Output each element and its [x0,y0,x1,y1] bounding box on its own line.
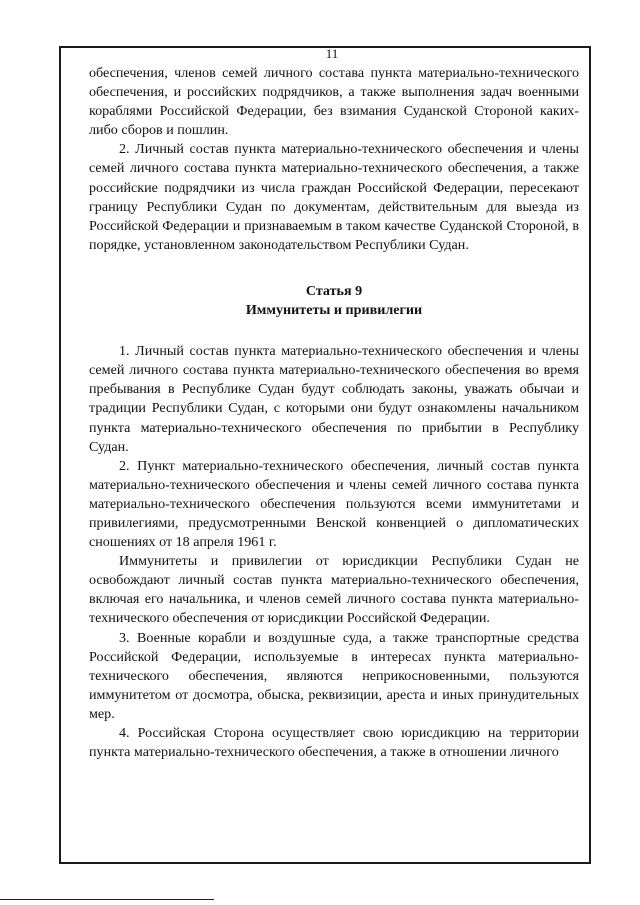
article-title-heading: Иммунитеты и привилегии [245,302,423,319]
document-body [89,64,579,762]
article-number-heading: Статья 9 [305,282,363,299]
paragraph-item-4: 4. Российская Сторона осуществляет свою юрисдикцию на территории пункта материально-технического обеспечения, а также в отношении личного [89,725,579,761]
paragraph-item-1: 1. Личный состав пункта материально-технического обеспечения и члены семей личного состава пункта материально-технического обеспечения во время пребывания в Республике Судан будут соблюдать законы, уважать обычаи и традиции Республики Судан, с которыми они будут ознакомлены начальником пункта материально-технического обеспечения по прибытии в Республику Судан. [89,343,579,455]
paragraph-item-3: 3. Военные корабли и воздушные суда, а также транспортные средства Российской Федерации, используемые в интересах пункта материально-технического обеспечения, являются неприкосновенными, пользуются иммунитетом от досмотра, обыска, реквизиции, ареста и иных принудительных мер. [89,629,579,722]
paragraph-immunities-jurisdiction: Иммунитеты и привилегии от юрисдикции Республики Судан не освобождают личный состав пункта материально-технического обеспечения, включая его начальника, и членов семей личного состава пункта материально-технического обеспечения от юрисдикции Российской Федерации. [89,553,579,627]
paragraph-border-crossing: 2. Личный состав пункта материально-технического обеспечения и члены семей личного состава пункта материально-технического обеспечения, а также российские подрядчики из числа граждан Российской Федерации, пересекают границу Республики Судан по документам, действительным для выезда из Российской Федерации и признаваемым в таком качестве Суданской Стороной, в порядке, установленном законодательством Республики Судан. [89,141,579,253]
paragraph-continuation: обеспечения, членов семей личного состава пункта материально-технического обеспечения, и российских подрядчиков, а также выполнения задач военными кораблями Российской Федерации, без взимания Суданской Стороной каких-либо сборов и пошлин. [89,65,579,139]
paragraph-item-2: 2. Пункт материально-технического обеспечения, личный состав пункта материально-технического обеспечения и члены семей личного состава пункта материально-технического обеспечения пользуются всеми иммунитетами и привилегиями, предусмотренными Венской конвенцией о дипломатических сношениях от 18 апреля 1961 г. [89,457,579,551]
footnote-separator-line [0,899,214,900]
page-number: 11 [325,46,339,61]
